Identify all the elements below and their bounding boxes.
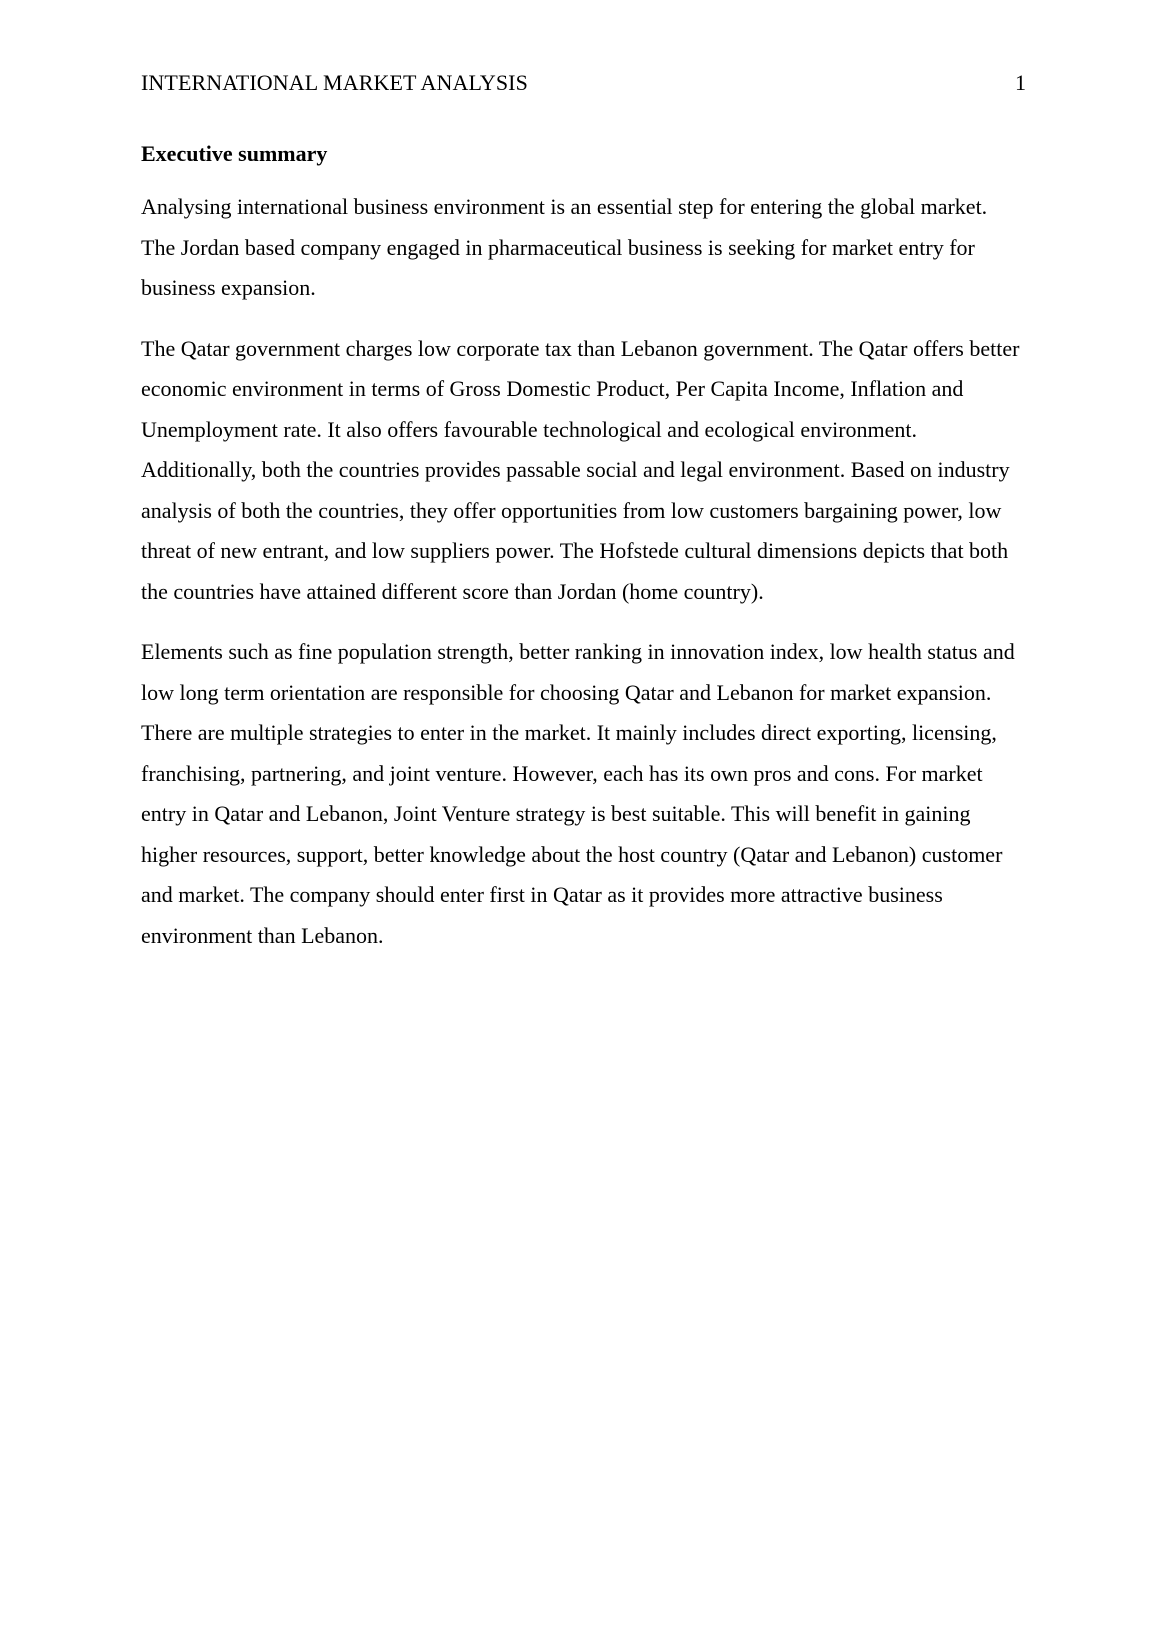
running-head: INTERNATIONAL MARKET ANALYSIS [141, 70, 528, 95]
document-body [141, 139, 1026, 976]
paragraph-1: Analysing international business environment is an essential step for entering the global market. The Jordan based company engaged in pharmaceutical business is seeking for market entry for business expansion. [141, 194, 988, 300]
paragraph-3: Elements such as fine population strength, better ranking in innovation index, low health status and low long term orientation are responsible for choosing Qatar and Lebanon for market expansion. There are multiple strategies to enter in the market. It mainly includes direct exporting, licensing, franchising, partnering, and joint venture. However, each has its own pros and cons. For market entry in Qatar and Lebanon, Joint Venture strategy is best suitable. This will benefit in gaining higher resources, support, better knowledge about the host country (Qatar and Lebanon) customer and market. The company should enter first in Qatar as it provides more attractive business environment than Lebanon. [141, 639, 1015, 948]
page-number: 1 [1015, 70, 1026, 95]
paragraph-2: The Qatar government charges low corporate tax than Lebanon government. The Qatar offers better economic environment in terms of Gross Domestic Product, Per Capita Income, Inflation and Unemployment rate. It also offers favourable technological and ecological environment. Additionally, both the countries provides passable social and legal environment. Based on industry analysis of both the countries, they offer opportunities from low customers bargaining power, low threat of new entrant, and low suppliers power. The Hofstede cultural dimensions depicts that both the countries have attained different score than Jordan (home country). [141, 335, 1020, 604]
section-heading-executive-summary: Executive summary [141, 141, 328, 166]
